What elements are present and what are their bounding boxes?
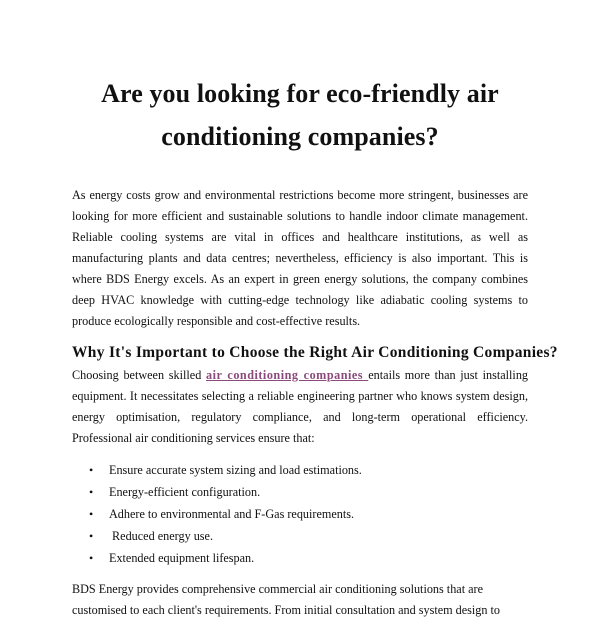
bullet-icon: •: [89, 529, 94, 543]
closing-paragraph: BDS Energy provides comprehensive commercial air conditioning solutions that are customised to each client's requirements. From initial consultation and system design to: [72, 582, 501, 617]
list-item: [72, 481, 528, 503]
page-title: Are you looking for eco-friendly air conditioning companies?: [101, 79, 499, 151]
list-item-text: Energy-efficient configuration.: [109, 485, 261, 499]
benefits-list: [72, 459, 528, 569]
air-conditioning-companies-link[interactable]: air conditioning companies: [206, 368, 369, 382]
list-item-text: Ensure accurate system sizing and load estimations.: [109, 463, 362, 477]
document-page: [72, 0, 558, 621]
section-heading: Why It's Important to Choose the Right Air Conditioning Companies?: [72, 344, 558, 361]
bullet-icon: •: [89, 463, 94, 477]
list-item-text: Extended equipment lifespan.: [109, 551, 255, 565]
bullet-icon: •: [89, 507, 94, 521]
intro-paragraph: As energy costs grow and environmental restrictions become more stringent, businesses are looking for more efficient and sustainable solutions to handle indoor climate management. Reliable cooling systems are vital in offices and healthcare institutions, as well as manufacturing plants and data centres; nevertheless, efficiency is also important. This is where BDS Energy excels. As an expert in green energy solutions, the company combines deep HVAC knowledge with cutting-edge technology like adiabatic cooling systems to produce ecologically responsible and cost-effective results.: [72, 188, 528, 328]
section-paragraph-lead: Choosing between skilled: [72, 368, 207, 382]
list-item-text: Adhere to environmental and F-Gas requirements.: [109, 507, 355, 521]
list-item: [72, 547, 528, 569]
bullet-icon: •: [89, 485, 94, 499]
list-item-text: Reduced energy use.: [109, 529, 214, 543]
section-paragraph: [72, 365, 528, 449]
list-item: [72, 525, 528, 547]
list-item: [72, 459, 528, 481]
section-paragraph-rest: entails more than just installing equipment. It necessitates selecting a reliable engineering partner who knows system design, energy optimisation, regulatory compliance, and long-term operational efficiency. Professional air conditioning services ensure that:: [72, 368, 529, 445]
list-item: [72, 503, 528, 525]
bullet-icon: •: [89, 551, 94, 565]
